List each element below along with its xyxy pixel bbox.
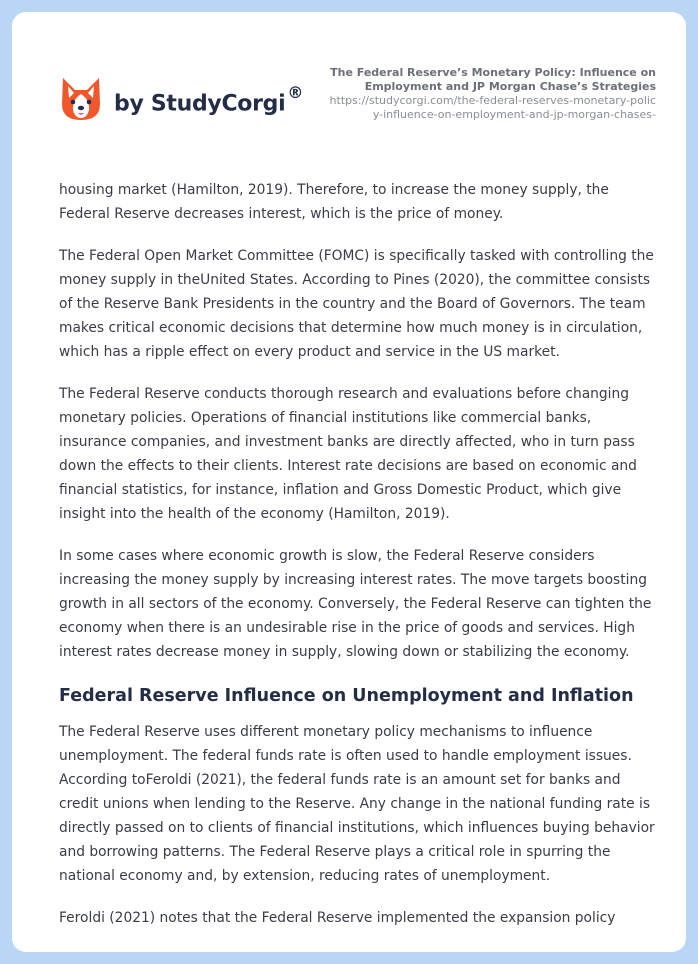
section-heading: Federal Reserve Influence on Unemployment and Inflation: [59, 686, 634, 706]
document-title: The Federal Reserve’s Monetary Policy: Influence on Employment and JP Morgan Chase’s Strategies: [330, 66, 656, 93]
paragraph: In some cases where economic growth is slow, the Federal Reserve considers increasing the money supply by increasing interest rates. The move targets boosting growth in all sectors of the economy. Conversely, the Federal Reserve can tighten the economy when there is an undesirable rise in the price of goods and services. High interest rates decrease money in supply, slowing down or stabilizing the economy.: [59, 548, 652, 660]
paragraph: The Federal Reserve conducts thorough research and evaluations before changing monetary policies. Operations of financial institutions like commercial banks, insurance companies, and investment banks are directly affected, who in turn pass down the effects to their clients. Interest rate decisions are based on economic and financial statistics, for instance, inflation and Gross Domestic Product, which give insight into the health of the economy (Hamilton, 2019).: [59, 386, 637, 522]
brand-name: [114, 83, 304, 117]
paragraph: Feroldi (2021) notes that the Federal Reserve implemented the expansion policy: [59, 910, 616, 926]
registered-mark: ®: [287, 83, 304, 103]
article-body: [59, 178, 659, 948]
document-page: [12, 12, 686, 952]
studycorgi-logo[interactable]: [60, 76, 303, 122]
document-meta: [326, 66, 656, 122]
paragraph: housing market (Hamilton, 2019). Therefore, to increase the money supply, the Federal Reserve decreases interest, which is the price of money.: [59, 182, 609, 222]
paragraph: The Federal Reserve uses different monetary policy mechanisms to influence unemployment. The federal funds rate is often used to handle employment issues. According toFeroldi (2021), the federal funds rate is an amount set for banks and credit unions when lending to the Reserve. Any change in the national funding rate is directly passed on to clients of financial institutions, which influences buying behavior and borrowing patterns. The Federal Reserve plays a critical role in spurring the national economy and, by extension, reducing rates of unemployment.: [59, 724, 655, 884]
corgi-icon: [60, 76, 102, 122]
brand-text: by StudyCorgi: [114, 91, 286, 117]
document-url[interactable]: https://studycorgi.com/the-federal-reserves-monetary-policy-influence-on-employment-and-jp-morgan-chases-: [329, 94, 656, 121]
paragraph: The Federal Open Market Committee (FOMC) is specifically tasked with controlling the money supply in theUnited States. According to Pines (2020), the committee consists of the Reserve Bank Presidents in the country and the Board of Governors. The team makes critical economic decisions that determine how much money is in circulation, which has a ripple effect on every product and service in the US market.: [59, 248, 654, 360]
